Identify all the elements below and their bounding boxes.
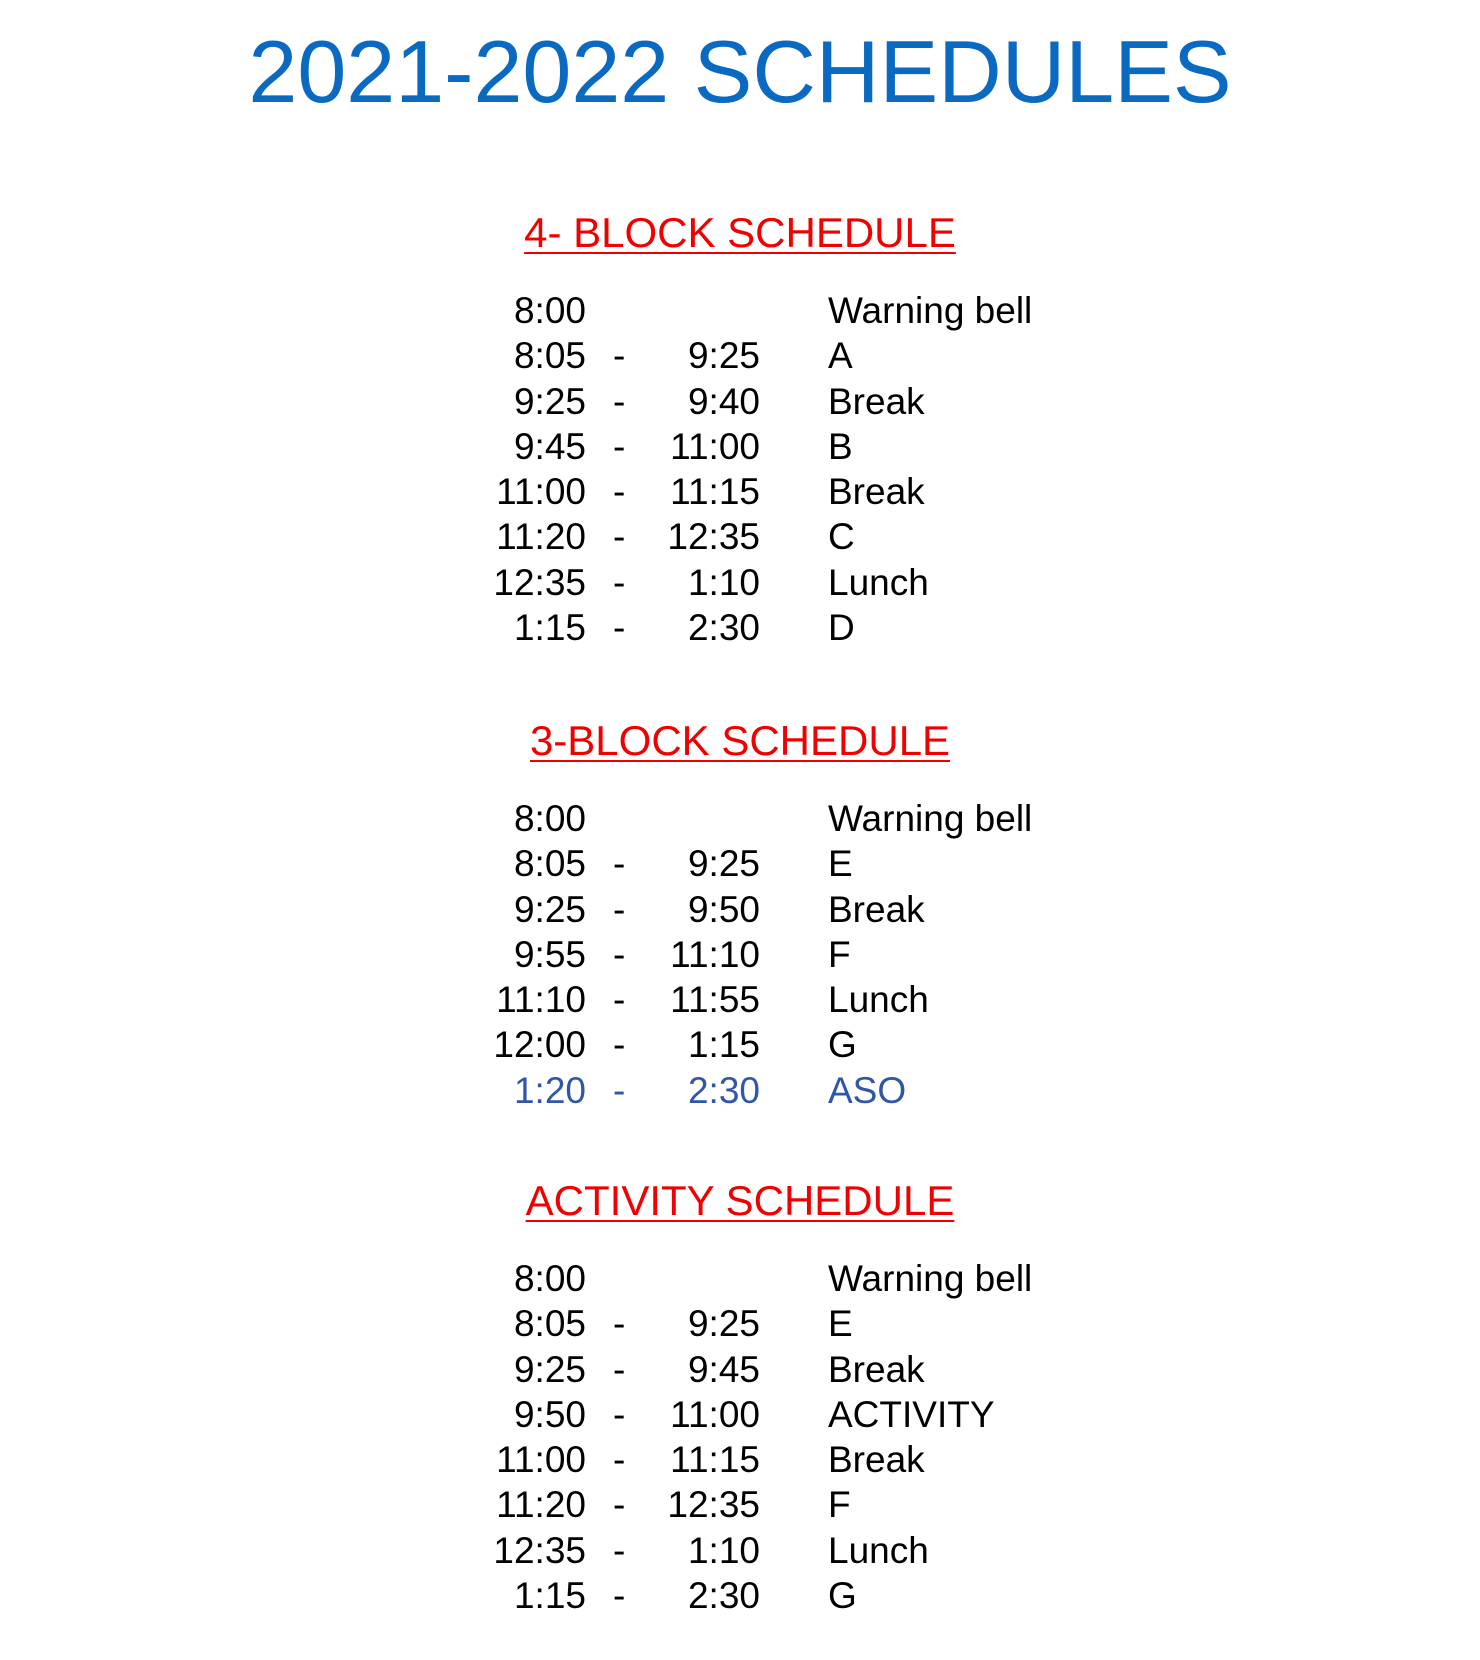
period-label: B [828, 425, 853, 467]
period-label: Lunch [828, 979, 929, 1021]
start-time: 8:00 [513, 290, 586, 331]
schedule-row [0, 1347, 1480, 1392]
end-time: 9:40 [687, 380, 760, 422]
period-label: Lunch [828, 1529, 929, 1571]
end-time: 9:25 [687, 1303, 760, 1345]
schedule-row-aso [0, 1068, 1480, 1113]
period-label: Warning bell [828, 1258, 1033, 1299]
time-separator: - [613, 425, 626, 467]
start-time: 12:35 [493, 561, 586, 603]
end-time: 9:25 [687, 843, 760, 885]
period-label: Break [828, 888, 925, 930]
end-time: 2:30 [687, 1069, 760, 1111]
activity-schedule [0, 1176, 1480, 1618]
period-label: D [828, 607, 855, 649]
schedule-rows [0, 288, 1480, 650]
end-time: 2:30 [687, 607, 760, 649]
start-time: 9:45 [513, 425, 586, 467]
schedule-row [0, 605, 1480, 650]
start-time: 1:20 [513, 1069, 586, 1111]
end-time: 9:25 [687, 335, 760, 377]
time-separator: - [613, 1069, 626, 1111]
time-separator: - [613, 1439, 626, 1481]
end-time: 9:45 [687, 1348, 760, 1390]
end-time: 9:50 [687, 888, 760, 930]
schedule-row [0, 333, 1480, 378]
time-separator: - [613, 843, 626, 885]
end-time: 1:10 [687, 1529, 760, 1571]
start-time: 8:00 [513, 1258, 586, 1299]
section-heading: 4- BLOCK SCHEDULE [524, 209, 956, 256]
start-time: 1:15 [513, 607, 586, 649]
start-time: 12:00 [493, 1024, 586, 1066]
period-label: Break [828, 1348, 925, 1390]
period-label: A [828, 335, 853, 377]
period-label: Warning bell [828, 798, 1033, 839]
schedule-row [0, 1528, 1480, 1573]
period-label: Lunch [828, 561, 929, 603]
period-label: ACTIVITY [828, 1393, 995, 1435]
start-time: 11:20 [496, 1484, 586, 1526]
time-separator: - [613, 1393, 626, 1435]
time-separator: - [613, 471, 626, 513]
period-label: F [828, 933, 851, 975]
schedule-row [0, 1392, 1480, 1437]
schedule-row [0, 841, 1480, 886]
schedule-row [0, 1301, 1480, 1346]
time-separator: - [613, 1303, 626, 1345]
start-time: 8:05 [513, 843, 586, 885]
schedule-row [0, 1022, 1480, 1067]
start-time: 8:05 [513, 335, 586, 377]
end-time: 12:35 [667, 1484, 760, 1526]
start-time: 11:10 [496, 979, 586, 1021]
time-separator: - [613, 607, 626, 649]
period-label: Warning bell [828, 290, 1033, 331]
end-time: 11:00 [670, 425, 760, 467]
schedule-row [0, 932, 1480, 977]
period-label: Break [828, 380, 925, 422]
schedule-row [0, 469, 1480, 514]
start-time: 11:20 [496, 516, 586, 558]
start-time: 9:55 [513, 933, 586, 975]
end-time: 1:10 [687, 561, 760, 603]
period-label: E [828, 843, 853, 885]
three-block-schedule [0, 716, 1480, 1113]
time-separator: - [613, 979, 626, 1021]
four-block-schedule [0, 208, 1480, 650]
start-time: 12:35 [493, 1529, 586, 1571]
start-time: 9:25 [513, 888, 586, 930]
start-time: 1:15 [513, 1575, 586, 1617]
schedule-row [0, 288, 1480, 333]
end-time: 12:35 [667, 516, 760, 558]
time-separator: - [613, 888, 626, 930]
page-title: 2021-2022 SCHEDULES [248, 22, 1232, 121]
schedule-row [0, 560, 1480, 605]
period-label: F [828, 1484, 851, 1526]
section-heading: 3-BLOCK SCHEDULE [529, 717, 951, 764]
end-time: 11:00 [670, 1393, 760, 1435]
start-time: 11:00 [496, 471, 586, 513]
start-time: 8:00 [513, 798, 586, 839]
period-label: C [828, 516, 855, 558]
start-time: 9:50 [513, 1393, 586, 1435]
time-separator: - [613, 1529, 626, 1571]
end-time: 11:15 [670, 1439, 760, 1481]
time-separator: - [613, 1575, 626, 1617]
start-time: 9:25 [513, 1348, 586, 1390]
period-label: G [828, 1575, 857, 1617]
schedule-row [0, 424, 1480, 469]
time-separator: - [613, 1348, 626, 1390]
period-label: ASO [828, 1069, 907, 1111]
schedule-row [0, 1256, 1480, 1301]
schedule-row [0, 977, 1480, 1022]
section-heading: ACTIVITY SCHEDULE [525, 1177, 955, 1224]
schedule-row [0, 1573, 1480, 1618]
end-time: 11:10 [670, 933, 760, 975]
schedule-row [0, 796, 1480, 841]
start-time: 9:25 [513, 380, 586, 422]
time-separator: - [613, 1024, 626, 1066]
schedule-row [0, 1437, 1480, 1482]
end-time: 1:15 [687, 1024, 760, 1066]
schedule-row [0, 379, 1480, 424]
period-label: Break [828, 1439, 925, 1481]
end-time: 11:15 [670, 471, 760, 513]
schedule-rows [0, 1256, 1480, 1618]
schedule-rows [0, 796, 1480, 1113]
time-separator: - [613, 561, 626, 603]
schedule-row [0, 887, 1480, 932]
schedule-row [0, 514, 1480, 559]
period-label: E [828, 1303, 853, 1345]
time-separator: - [613, 335, 626, 377]
time-separator: - [613, 516, 626, 558]
end-time: 2:30 [687, 1575, 760, 1617]
time-separator: - [613, 933, 626, 975]
time-separator: - [613, 380, 626, 422]
period-label: Break [828, 471, 925, 513]
start-time: 8:05 [513, 1303, 586, 1345]
time-separator: - [613, 1484, 626, 1526]
schedule-row [0, 1482, 1480, 1527]
period-label: G [828, 1024, 857, 1066]
start-time: 11:00 [496, 1439, 586, 1481]
end-time: 11:55 [670, 979, 760, 1021]
